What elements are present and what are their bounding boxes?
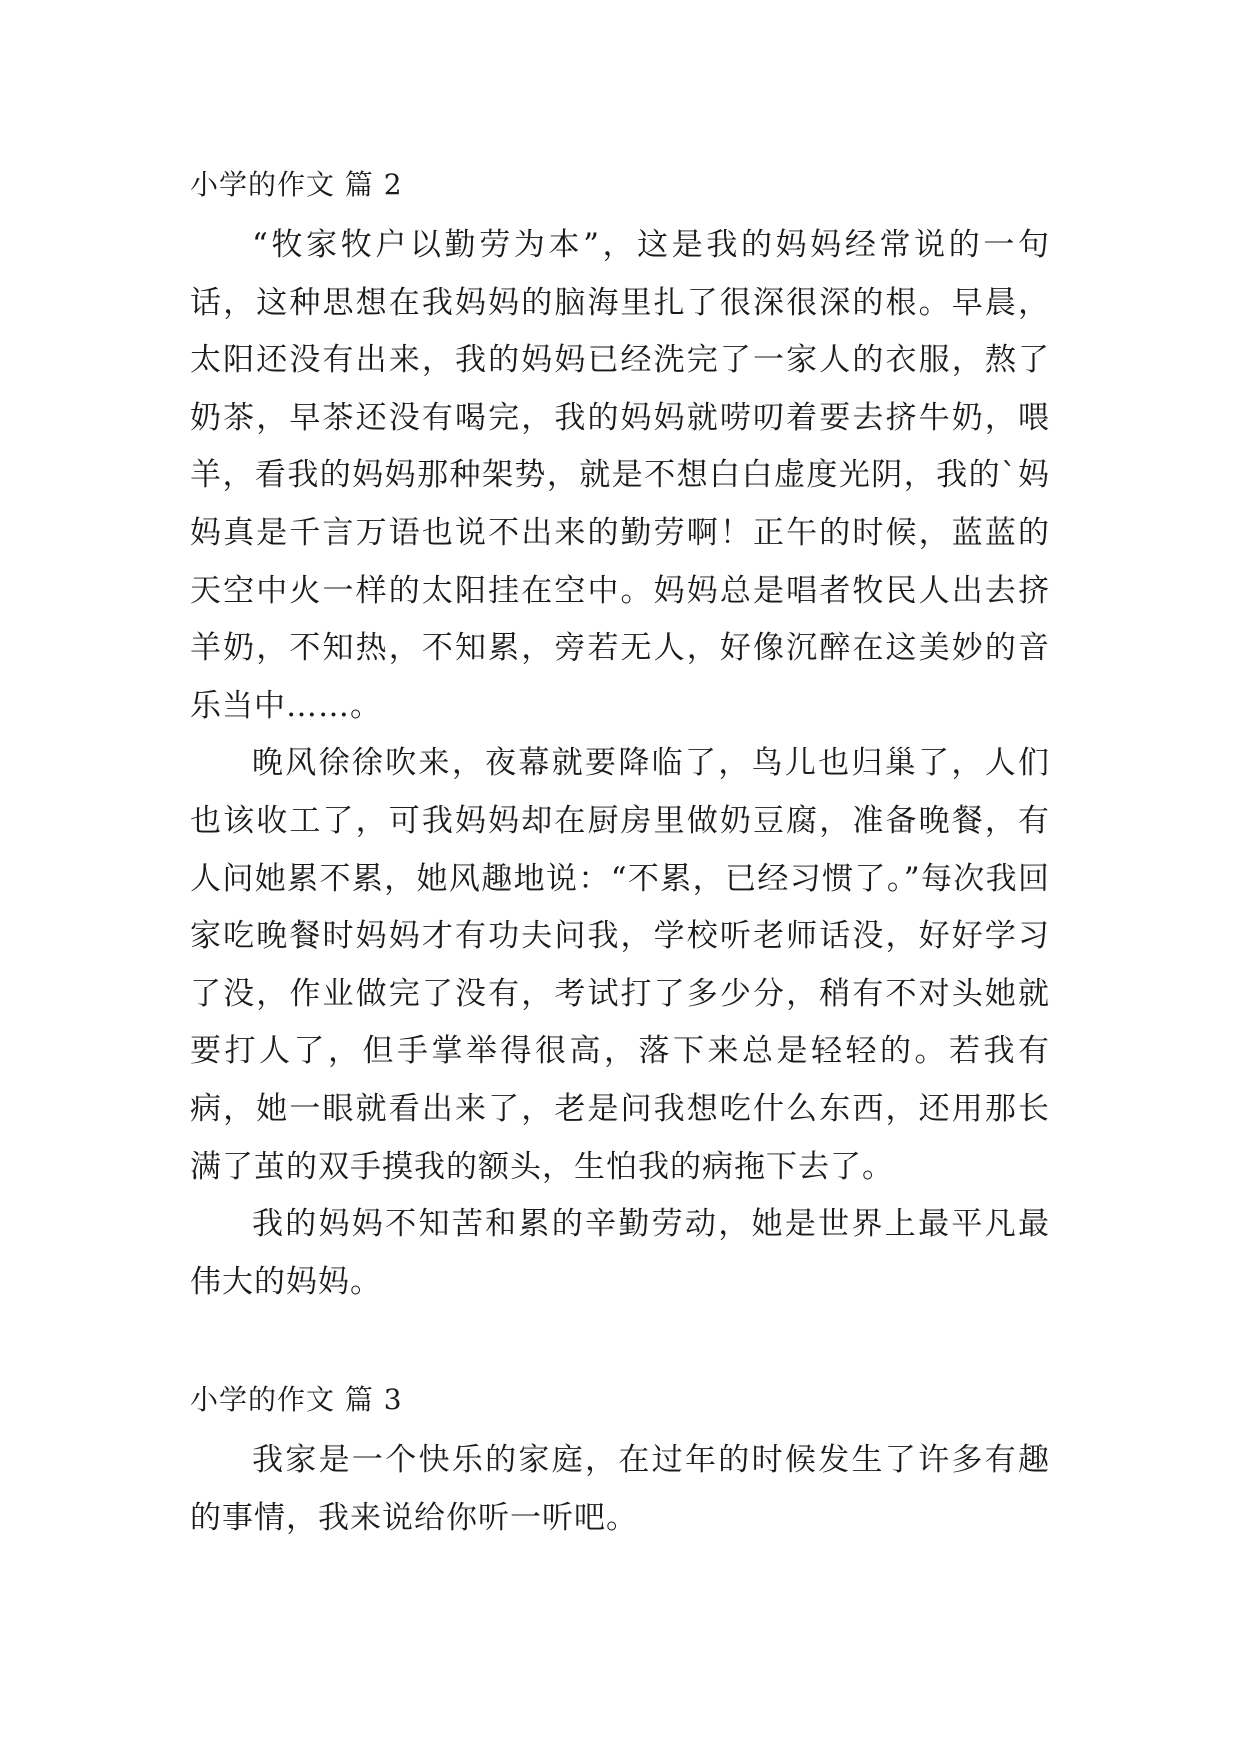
- paragraph: 晚风徐徐吹来，夜幕就要降临了，鸟儿也归巢了，人们也该收工了，可我妈妈却在厨房里做奶豆腐，准备晚餐，有人问她累不累，她风趣地说：“不累，已经习惯了。”每次我回家吃晚餐时妈妈才有功夫问我，学校听老师话没，好好学习了没，作业做完了没有，考试打了多少分，稍有不对头她就要打人了，但手掌举得很高，落下来总是轻轻的。若我有病，她一眼就看出来了，老是问我想吃什么东西，还用那长满了茧的双手摸我的额头，生怕我的病拖下去了。: [190, 745, 1050, 1185]
- section-title: 小学的作文 篇 2: [190, 168, 403, 201]
- essay-section-2: [190, 165, 1050, 1311]
- paragraph: 我家是一个快乐的家庭，在过年的时候发生了许多有趣的事情，我来说给你听一听吧。: [190, 1442, 1050, 1536]
- section-title: 小学的作文 篇 3: [190, 1383, 403, 1416]
- essay-section-3: [190, 1380, 1050, 1547]
- paragraph: “牧家牧户以勤劳为本”，这是我的妈妈经常说的一句话，这种思想在我妈妈的脑海里扎了很深很深的根。早晨，太阳还没有出来，我的妈妈已经洗完了一家人的衣服，熬了奶茶，早茶还没有喝完，我的妈妈就唠叨着要去挤牛奶，喂羊，看我的妈妈那种架势，就是不想白白虚度光阴，我的`妈妈真是千言万语也说不出来的勤劳啊！正午的时候，蓝蓝的天空中火一样的太阳挂在空中。妈妈总是唱者牧民人出去挤羊奶，不知热，不知累，旁若无人，好像沉醉在这美妙的音乐当中……。: [190, 227, 1050, 724]
- paragraph: 我的妈妈不知苦和累的辛勤劳动，她是世界上最平凡最伟大的妈妈。: [190, 1206, 1050, 1300]
